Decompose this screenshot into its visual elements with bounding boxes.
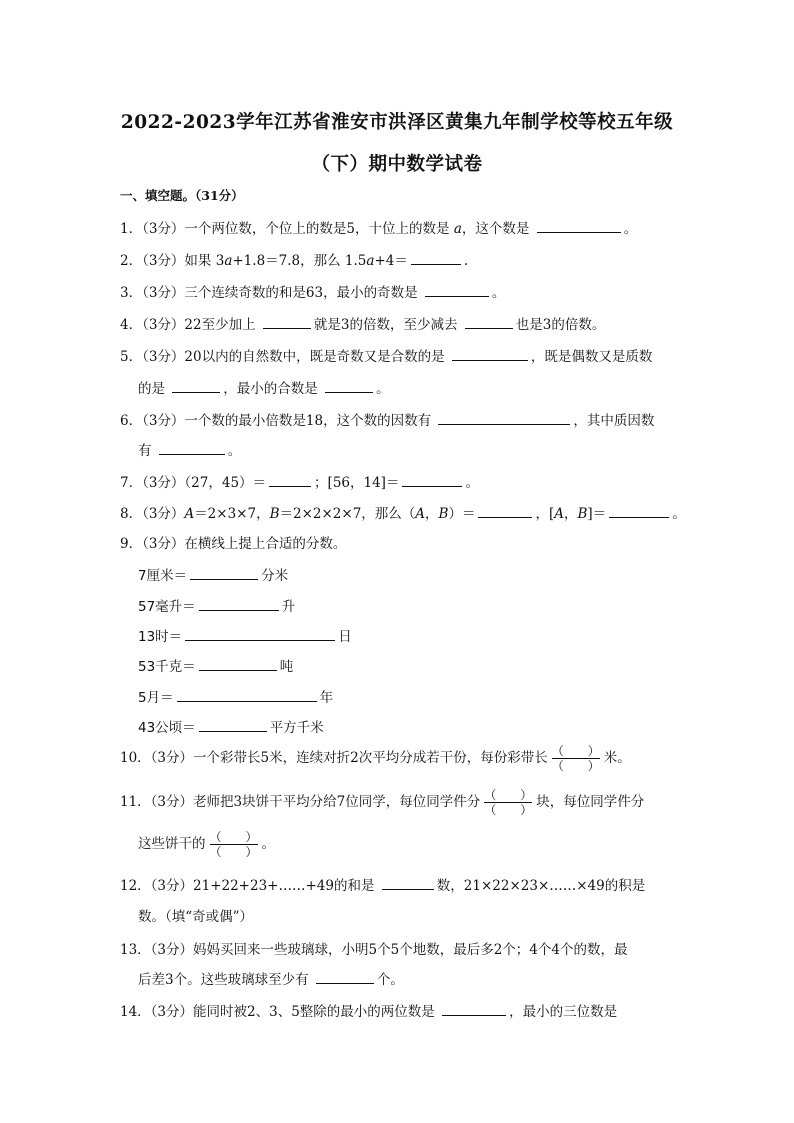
answer-blank[interactable] bbox=[269, 485, 311, 487]
variable-A: A bbox=[415, 506, 426, 522]
fraction-numerator: （ ） bbox=[551, 744, 600, 758]
answer-blank[interactable] bbox=[185, 639, 335, 641]
question-11-text: 11．（3分）老师把3块饼干平均分给7位同学，每位同学件分 bbox=[120, 794, 481, 810]
fraction-denominator: （ ） bbox=[484, 803, 533, 817]
conversion-row bbox=[138, 686, 333, 706]
answer-blank[interactable] bbox=[425, 295, 489, 297]
conversion-unit: 日 bbox=[338, 629, 352, 645]
answer-blank[interactable] bbox=[199, 609, 279, 611]
question-3-text: 。 bbox=[491, 285, 506, 301]
fraction-blank[interactable] bbox=[550, 744, 602, 773]
answer-blank[interactable] bbox=[442, 1014, 506, 1016]
conversion-left: 53千克＝ bbox=[138, 659, 196, 675]
answer-blank[interactable] bbox=[159, 453, 225, 455]
variable-a: a bbox=[366, 253, 375, 269]
answer-blank[interactable] bbox=[438, 423, 570, 425]
question-6-text: 6．（3分）一个数的最小倍数是18，这个数的因数有 bbox=[120, 413, 432, 429]
question-12 bbox=[120, 874, 645, 894]
variable-a: a bbox=[453, 221, 462, 237]
conversion-left: 5月＝ bbox=[138, 690, 174, 706]
question-12-continued: 数。（填“奇或偶”） bbox=[138, 909, 254, 925]
conversion-row bbox=[138, 595, 295, 615]
question-8-text: 。 bbox=[672, 506, 686, 522]
question-10-text: 10．（3分）一个彩带长5米，连续对折2次平均分成若干份，每份彩带长 bbox=[120, 750, 548, 766]
answer-blank[interactable] bbox=[465, 327, 513, 329]
question-6 bbox=[120, 409, 654, 429]
answer-blank[interactable] bbox=[190, 578, 258, 580]
conversion-left: 7厘米＝ bbox=[138, 568, 188, 584]
answer-blank[interactable] bbox=[478, 516, 532, 518]
variable-A: A bbox=[554, 506, 564, 522]
variable-B: B bbox=[269, 506, 280, 522]
question-11-text: 这些饼干的 bbox=[138, 836, 206, 852]
question-13: 13．（3分）妈妈买回来一些玻璃球，小明5个5个地数，最后多2个；4个4个的数，最 bbox=[120, 942, 628, 958]
conversion-unit: 年 bbox=[319, 690, 334, 706]
question-1-text: 。 bbox=[623, 221, 638, 237]
answer-blank[interactable] bbox=[172, 391, 220, 393]
question-8-text: ）＝ bbox=[448, 506, 476, 522]
question-7-text: 。 bbox=[465, 475, 479, 491]
question-13-continued bbox=[138, 968, 404, 988]
question-8-text: ， bbox=[564, 506, 578, 522]
answer-blank[interactable] bbox=[609, 516, 669, 518]
question-8-text: ＝2×2×2×7，那么（ bbox=[279, 506, 416, 522]
answer-blank[interactable] bbox=[537, 231, 621, 233]
fraction-blank[interactable] bbox=[208, 830, 260, 859]
exam-title-line1: 2022-2023学年江苏省淮安市洪泽区黄集九年制学校等校五年级 bbox=[120, 112, 674, 133]
question-14 bbox=[120, 1000, 617, 1020]
variable-B: B bbox=[438, 506, 449, 522]
answer-blank[interactable] bbox=[325, 391, 373, 393]
question-8-text: 8．（3分） bbox=[120, 506, 185, 522]
conversion-left: 43公顷＝ bbox=[138, 720, 196, 736]
variable-B: B bbox=[577, 506, 588, 522]
question-8-text: ， bbox=[425, 506, 439, 522]
question-12-text: 12．（3分）21+22+23+……+49的和是 bbox=[120, 878, 375, 894]
question-14-text: 14．（3分）能同时被2、3、5整除的最小的两位数是 bbox=[120, 1004, 435, 1020]
conversion-unit: 吨 bbox=[279, 659, 294, 675]
question-12-text: 数，21×22×23×……×49的积是 bbox=[436, 878, 646, 894]
answer-blank[interactable] bbox=[382, 888, 434, 890]
question-5-text: 的是 bbox=[138, 381, 165, 397]
conversion-left: 13时＝ bbox=[138, 629, 183, 645]
question-7-text: 7．（3分）（27，45）＝ bbox=[120, 475, 267, 491]
answer-blank[interactable] bbox=[199, 669, 277, 671]
question-7 bbox=[120, 471, 479, 491]
answer-blank[interactable] bbox=[411, 263, 461, 265]
question-10 bbox=[120, 744, 631, 773]
section-heading-fill-in: 一、填空题。（31分） bbox=[120, 188, 244, 203]
answer-blank[interactable] bbox=[452, 359, 528, 361]
question-11-continued bbox=[138, 830, 275, 859]
question-13-text: 个。 bbox=[376, 972, 404, 988]
question-1-text: 1．（3分）一个两位数，个位上的数是5，十位上的数是 bbox=[120, 221, 450, 237]
conversion-left: 57毫升＝ bbox=[138, 599, 196, 615]
question-2 bbox=[120, 249, 468, 269]
question-5-text: ，既是偶数又是质数 bbox=[530, 349, 653, 365]
question-11-text: 。 bbox=[261, 836, 276, 852]
answer-blank[interactable] bbox=[263, 327, 311, 329]
fraction-denominator: （ ） bbox=[551, 759, 600, 773]
question-2-text: 2．（3分）如果 3 bbox=[120, 253, 225, 269]
variable-a: a bbox=[224, 253, 233, 269]
fraction-numerator: （ ） bbox=[484, 788, 533, 802]
conversion-unit: 分米 bbox=[261, 568, 289, 584]
question-5 bbox=[120, 345, 652, 365]
conversion-row bbox=[138, 655, 293, 675]
question-1-text: ，这个数是 bbox=[461, 221, 530, 237]
fraction-numerator: （ ） bbox=[209, 830, 258, 844]
conversion-unit: 平方千米 bbox=[269, 720, 324, 736]
fraction-blank[interactable] bbox=[482, 788, 534, 817]
question-2-text: +4＝ bbox=[374, 253, 408, 269]
answer-blank[interactable] bbox=[316, 982, 374, 984]
question-4-text: 就是3的倍数，至少减去 bbox=[313, 317, 458, 333]
question-2-text: . bbox=[463, 253, 469, 269]
question-1 bbox=[120, 217, 637, 237]
variable-A: A bbox=[184, 506, 195, 522]
answer-blank[interactable] bbox=[402, 485, 462, 487]
conversion-unit: 升 bbox=[281, 599, 296, 615]
question-8-text: ，[ bbox=[535, 506, 555, 522]
question-5-text: 。 bbox=[376, 381, 390, 397]
question-10-text: 米。 bbox=[603, 750, 631, 766]
question-13-text: 后差3个。这些玻璃球至少有 bbox=[138, 972, 309, 988]
question-6-continued bbox=[138, 439, 241, 459]
question-8-text: ]＝ bbox=[587, 506, 607, 522]
conversion-row bbox=[138, 564, 288, 584]
conversion-row bbox=[138, 625, 352, 645]
question-5-text: 5．（3分）20以内的自然数中，既是奇数又是合数的是 bbox=[120, 349, 445, 365]
answer-blank[interactable] bbox=[177, 700, 317, 702]
question-14-text: ，最小的三位数是 bbox=[509, 1004, 618, 1020]
exam-title-line2: （下）期中数学试卷 bbox=[311, 154, 483, 175]
question-4-text: 也是3的倍数。 bbox=[515, 317, 606, 333]
fraction-denominator: （ ） bbox=[209, 845, 258, 859]
question-6-text: ，其中质因数 bbox=[573, 413, 655, 429]
question-6-text: 有 bbox=[138, 443, 152, 459]
question-8 bbox=[120, 502, 686, 522]
answer-blank[interactable] bbox=[199, 730, 267, 732]
question-5-text: ，最小的合数是 bbox=[223, 381, 318, 397]
question-8-text: ＝2×3×7， bbox=[194, 506, 270, 522]
question-11 bbox=[120, 788, 644, 817]
question-5-continued bbox=[138, 377, 390, 397]
conversion-row bbox=[138, 716, 324, 736]
question-3 bbox=[120, 281, 505, 301]
question-7-text: ；[56，14]＝ bbox=[314, 475, 400, 491]
question-6-text: 。 bbox=[227, 443, 242, 459]
question-4-text: 4．（3分）22至少加上 bbox=[120, 317, 256, 333]
question-11-text: 块，每位同学件分 bbox=[536, 794, 645, 810]
question-2-text: +1.8＝7.8，那么 1.5 bbox=[232, 253, 367, 269]
question-4 bbox=[120, 313, 605, 333]
question-9: 9．（3分）在横线上提上合适的分数。 bbox=[120, 536, 347, 552]
question-3-text: 3．（3分）三个连续奇数的和是63，最小的奇数是 bbox=[120, 285, 418, 301]
